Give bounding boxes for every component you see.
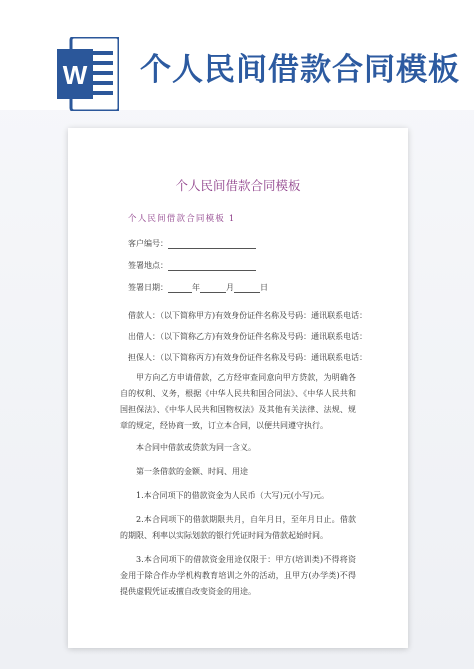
header-banner [0,0,474,110]
lender-line: 出借人：（以下简称乙方)有效身份证件名称及号码：通讯联系电话： [128,332,368,341]
sign-place-label: 签署地点： [128,261,168,270]
sign-date-day: 日 [260,283,268,292]
clause-3: 3.本合同项下的借款资金用途仅限于：甲方(培训类)不得将资金用于除合作办学机构教育培训之外的活动，且甲方(办学类)不得提供虚假凭证或擅自改变资金的用途。 [120,555,356,596]
article-one-heading: 第一条借款的金额、时间、用途 [136,467,248,476]
sign-place-row [128,260,256,271]
customer-number-label: 客户编号： [128,239,168,248]
clause-2: 2.本合同项下的借款期限共月，自年月日，至年月日止。借款的期限、利率以实际划款的银行凭证时间为借款起始时间。 [120,515,356,540]
customer-number-blank [168,240,256,249]
sign-date-month: 月 [226,283,234,292]
word-document-icon [57,37,119,111]
sign-place-blank [168,262,256,271]
clause-1: 1.本合同项下的借款资金为人民币（大写)元(小写)元。 [136,491,329,500]
document-title: 个人民间借款合同模板 [175,178,301,193]
word-icon-letter: W [62,60,88,90]
preamble-paragraph: 甲方向乙方申请借款，乙方经审查同意向甲方贷款，为明确各自的权利、义务，根据《中华人民共和国合同法》、《中华人民共和国担保法》、《中华人民共和国物权法》及其他有关法律、法规、规章的规定，经协商一致，订立本合同，以便共同遵守执行。 [120,373,356,430]
definition-paragraph: 本合同中借款或贷款为同一含义。 [136,443,256,452]
document-subheading: 个人民间借款合同模板 1 [128,214,236,224]
sign-date-label: 签署日期： [128,283,168,292]
customer-number-row [128,238,256,249]
sign-date-row [128,282,268,293]
document-sheet [68,128,408,648]
borrower-line: 借款人：（以下简称甲方)有效身份证件名称及号码：通讯联系电话： [128,311,368,320]
banner-title: 个人民间借款合同模板 [140,52,460,88]
sign-date-year: 年 [192,283,200,292]
guarantor-line: 担保人：（以下简称丙方)有效身份证件名称及号码：通讯联系电话： [128,353,368,362]
